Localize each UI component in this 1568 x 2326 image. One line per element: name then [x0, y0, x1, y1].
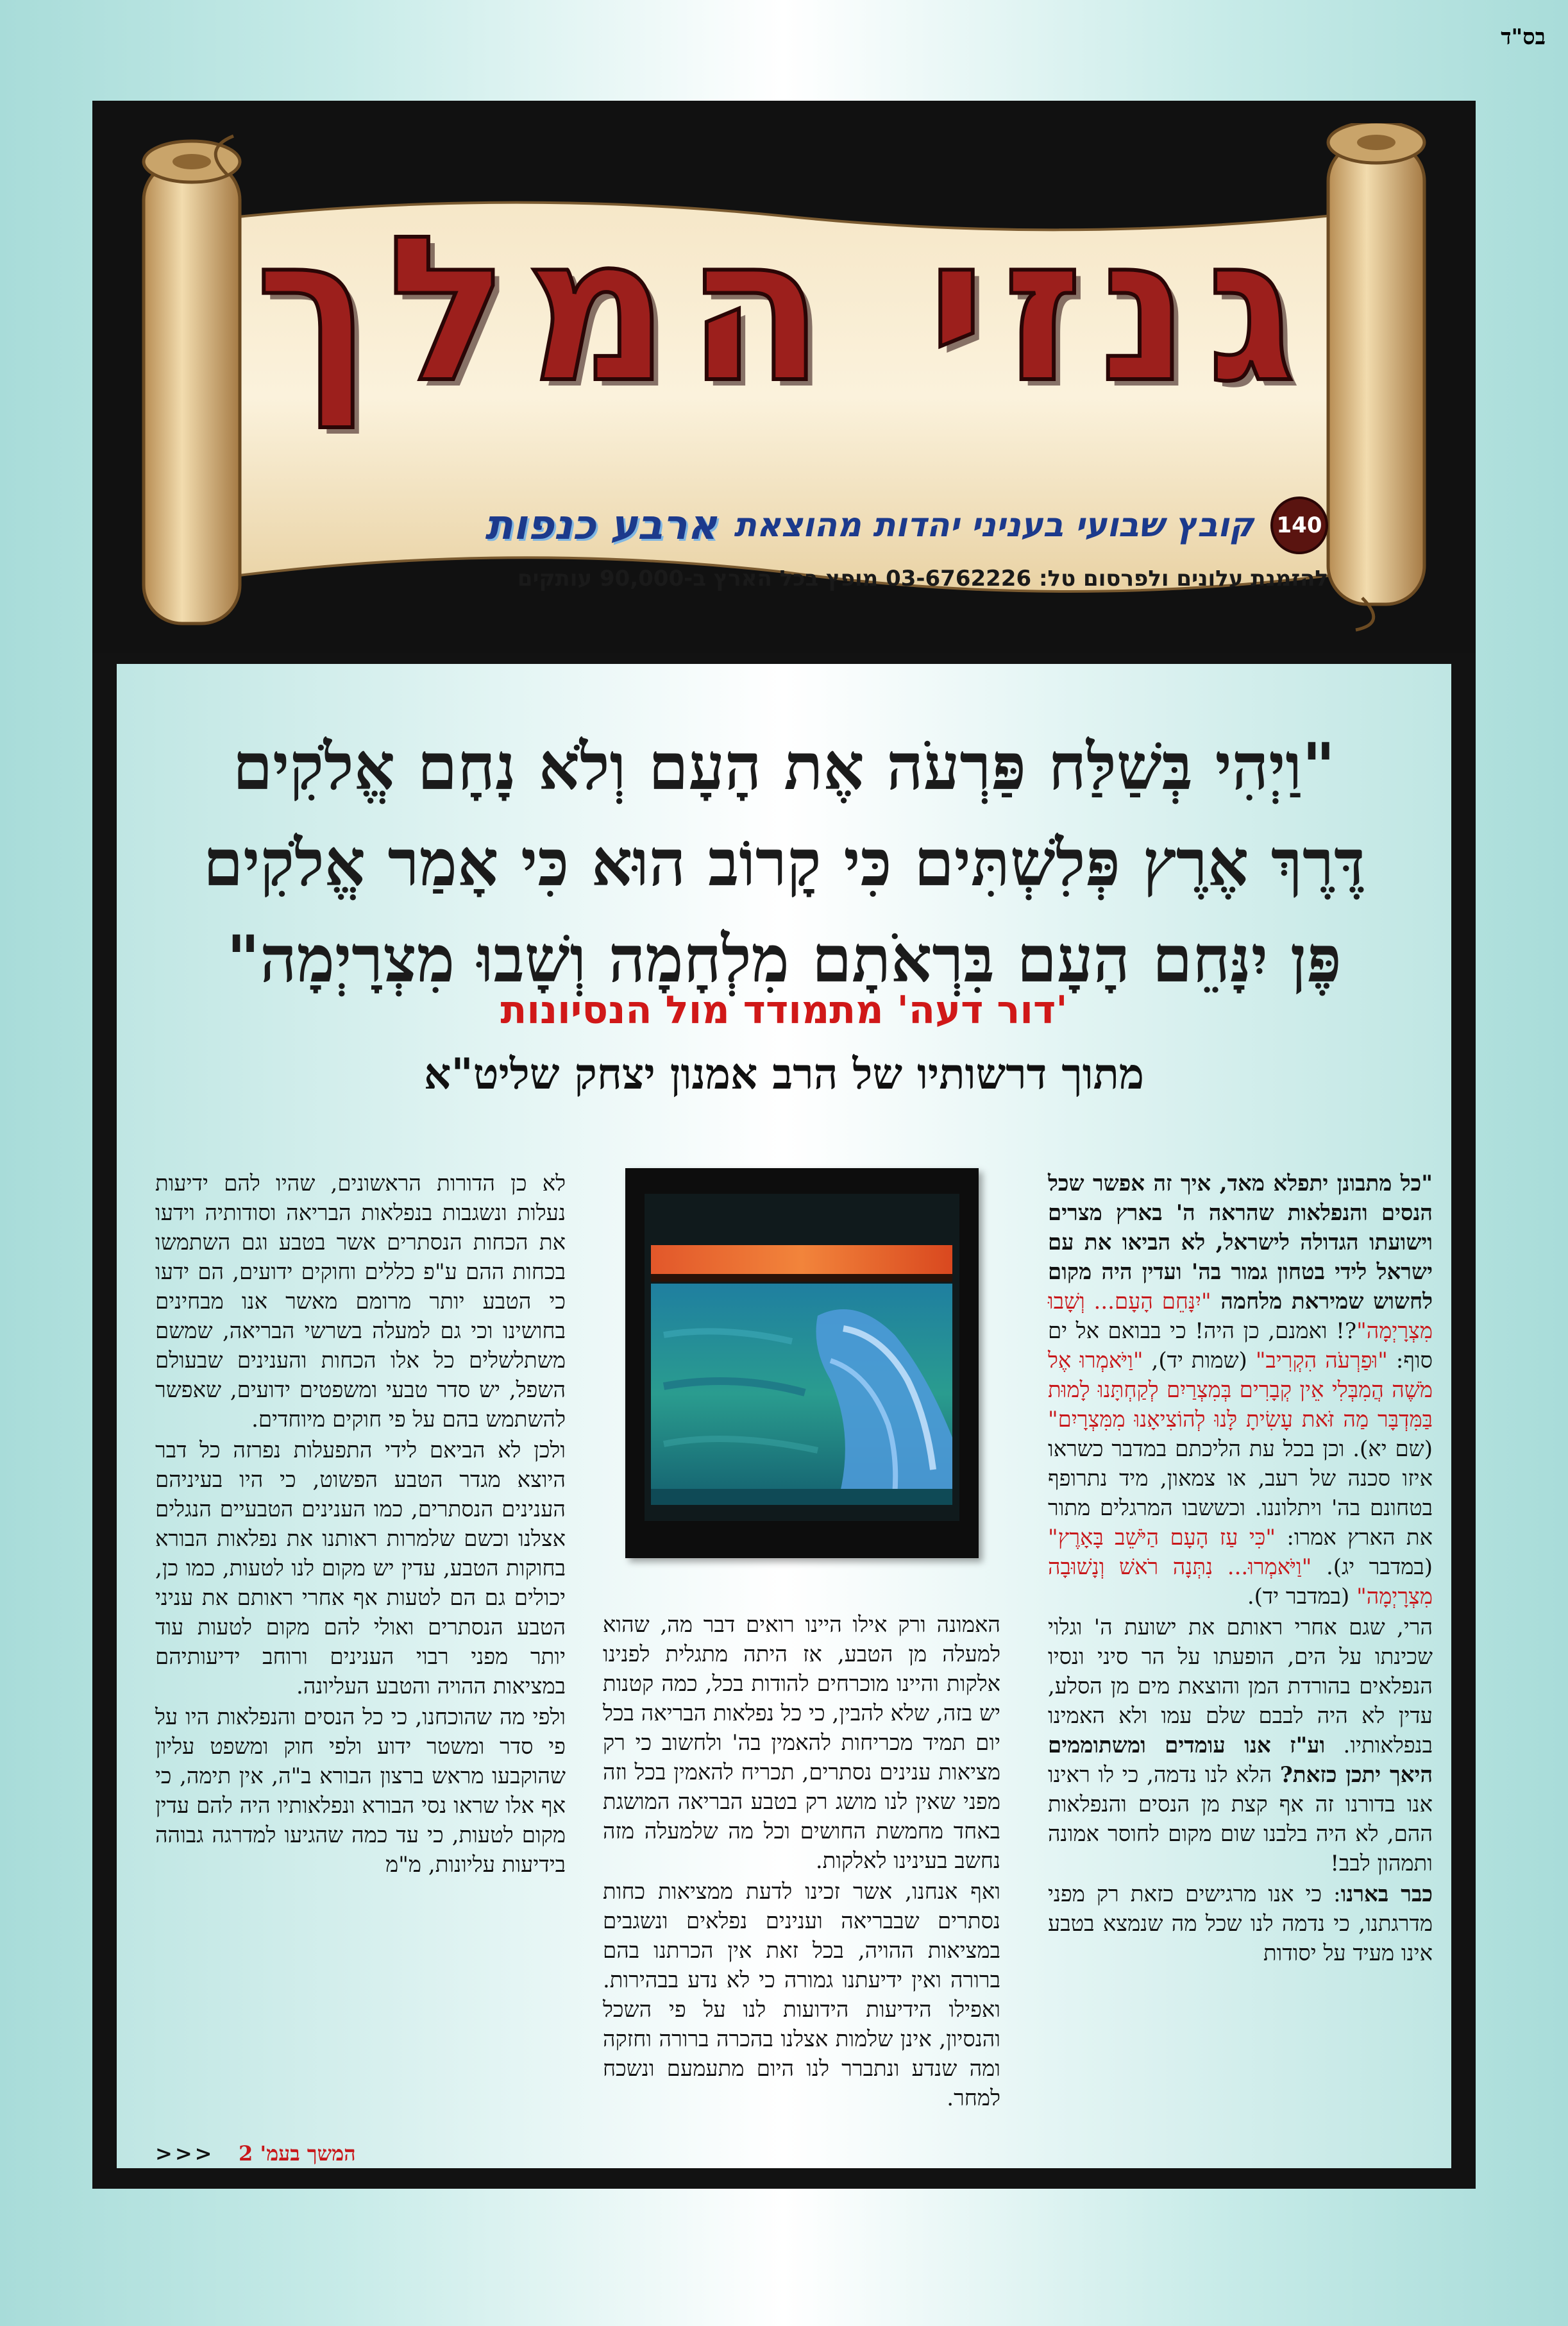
text-column-middle [603, 1610, 1000, 2114]
contact-line: להזמנת עלונים ולפרסום טל: 03-6762226 מופץ בכל הארץ ב-90,000 עותקים [517, 566, 1328, 591]
text-run: הלא לנו נדמה, כי לו ראינו אנו בדורנו זה אף קצת מן הנסים והנפלאות ההם, לא היה בלבנו שום מקום לחוסר אמונה ותמהון לבב! [1048, 1762, 1433, 1876]
publication-title: גנזי המלך [255, 193, 1313, 427]
text-run: (במדבר יד). [1247, 1584, 1357, 1609]
verse-line-3: פֶּן יִנָּחֵם הָעָם בִּרְאֹתָם מִלְחָמָה וְשָׁבוּ מִצְרָיְמָה" [226, 921, 1342, 997]
text-run: האמונה ורק אילו היינו רואים דבר מה, שהוא למעלה מן הטבע, אז היתה מתגלית לפנינו אלקות והיינו מוכרחים להודות בכל, כמה קטנות יש בזה, שלא להבין, כי כל נפלאות הבריאה בכל יום תמיד מכריחות להאמין בה' ולחשוב כי רק מציאות ענינים נסתרים, תכריח להאמין בכל וזה מפני שאין לנו מושג רק בטבע הבריאה המושגת באחד מחמשת החושים וכל מה שלמעלה מזה נחשב בעינינו לאלקות. [603, 1612, 1000, 1874]
quoted-verse: "יִנָּחֵם הָעָם... וְשָׁבוּ מִצְרָיְמָה" [1048, 1289, 1433, 1344]
text-run: "כל מתבונן יתפלא מאד, איך זה אפשר שכל הנסים והנפלאות שהראה ה' בארץ מצרים וישועתו הגדולה לישראל, לא הביאו את עם ישראל לידי בטחון גמור בה' ועדין היה מקום לחשוש שמיראת מלחמה [1048, 1171, 1433, 1314]
text-run: לא כן הדורות הראשונים, שהיו להם ידיעות נעלות ונשגבות בנפלאות הבריאה וסודותיה וידעו את הכחות הנסתרים אשר בטבע וגם השתמשו בכחות ההם ע"פ כללים וחוקים ידועים, הם ידעו כי הטבע יותר מרומם מאשר אנו מבחינים בחושינו וכי גם למעלה בשרשי הבריאה, שמשם משתלשלים כל אלו הכחות והענינים שבעולם השפל, יש סדר טבעי ומשפטים ידועים, שאפשר להשתמש בהם על פי חוקים מיוחדים. [155, 1171, 566, 1432]
paragraph [155, 1169, 566, 1434]
issue-number-badge: 140 [1270, 497, 1328, 554]
masthead-subtitle: קובץ שבועי בעניני יהדות מהוצאת [734, 506, 1254, 545]
text-run: : כי אנו מרגישים כזאת רק מפני מדרגתנו, כי נדמה לנו שכל מה שנמצא בטבע אינו מעיד על יסודות [1048, 1881, 1433, 1966]
continuation-arrows: <<< [155, 2141, 215, 2166]
paragraph [1048, 1169, 1433, 1611]
text-run: הרי, שגם אחרי ראותם את ישועת ה' וגלוי שכינתו על הים, הופעתו על הר סיני ונסיו הנפלאים בהורדת המן והוצאת מים מן הסלע, עדין לא היה לבבם שלם עמו ולא האמינו בנפלאותיו. [1048, 1615, 1433, 1758]
verse-line-2: דֶּרֶךְ אֶרֶץ פְּלִשְׁתִּים כִּי קָרוֹב הוּא כִּי אָמַר אֱלֹקִים [203, 825, 1365, 901]
continuation-label: המשך בעמ' 2 [239, 2141, 356, 2166]
paragraph [155, 1702, 566, 1880]
paragraph [603, 1877, 1000, 2113]
verse-line-1: "וַיְהִי בְּשַׁלַּח פַּרְעֹה אֶת הָעָם וְלֹא נָחָם אֱלֹקִים [232, 729, 1336, 804]
paragraph [155, 1436, 566, 1701]
paragraph [1048, 1613, 1433, 1878]
article-heading: 'דור דעה' מתמודד מול הנסיונות [500, 988, 1068, 1033]
content-panel [117, 664, 1451, 2168]
page-corner-mark: בס"ד [1501, 24, 1546, 50]
text-run: ?! ואמנם, כן היה! כי בבואם אל ים סוף: [1048, 1318, 1433, 1373]
quoted-verse: "כִּי עַז הָעָם הַיֹּשֵׁב בָּאָרֶץ" [1048, 1525, 1276, 1550]
text-column-right [1048, 1169, 1433, 1969]
continuation-note [155, 2141, 566, 2167]
parchment-scroll [118, 123, 1450, 636]
text-run: ולכן לא הביאם לידי התפעלות נפרזה כל דבר היוצא מגדר הטבע הפשוט, כי היו בעיניהם הענינים הנסתרים, כמו הענינים הטבעיים הנגלים אצלנו וכשם שלמרות ראותנו את נפלאות הבורא בחוקות הטבע, עדין יש מקום לנו לטעות, כמו כן, יכולים גם הם לטעות אף אחרי ראותם את עניני הטבע הנסתרים ואולי להם מקום לטעות עוד יותר מפני רבוי הענינים ורוחב ידיעותיהם במציאות ההויה והטבע העליונה. [155, 1438, 566, 1699]
masthead [92, 101, 1476, 653]
text-run: (שמות יד), [1143, 1348, 1256, 1373]
publisher-logo: ארבע כנפות [485, 502, 718, 549]
text-run: (שם יא). וכן בכל עת הליכתם במדבר כשראו איזו סכנה של רעב, או צמאון, מיד נתרופף בטחונם בה' ויתלוננו. וכששבו המרגלים מתור את הארץ אמרו: [1048, 1436, 1433, 1550]
text-run: ולפי מה שהוכחנו, כי כל הנסים והנפלאות היו על פי סדר ומשטר ידוע ולפי חוק ומשפט עליון שהוקבעו מראש ברצון הבורא ב"ה, אין תימה, כי אף אלו שראו נסי הבורא ונפלאותיו היה להם עדין מקום לטעות, כי עד כמה שהגיעו למדרגה גבוהה בידיעות עליונות, מ"מ [155, 1704, 566, 1878]
paragraph [1048, 1880, 1433, 1968]
masthead-subline [485, 497, 1328, 554]
quoted-verse: "וּפַרְעֹה הִקְרִיב" [1255, 1348, 1388, 1373]
verse-block [142, 718, 1426, 1007]
paragraph [603, 1610, 1000, 1876]
splitting-sea-painting [625, 1168, 979, 1558]
text-column-left [155, 1169, 566, 1881]
text-run: (במדבר יג). [1311, 1554, 1433, 1580]
text-run: ואף אנחנו, אשר זכינו לדעת ממציאות כחות נסתרים שבבריאה וענינים נפלאים ונשגבים במציאות ההויה, בכל זאת אין הכרתנו בהם ברורה ואין ידיעתנו גמורה כי לא נדע בבהירות. ואפילו הידיעות הידועות לנו על פי השכל והנסיון, אינן שלמות אצלנו בהכרה ברורה וחזקה ומה שנדע ונתברר לנו היום מתעמעם ונשכח למחר. [603, 1879, 1000, 2111]
text-run: כבר בארנו [1340, 1881, 1433, 1907]
quoted-verse: "וַיֹּאמְרוּ אֶל מֹשֶׁה הֲמִבְּלִי אֵין קְבָרִים בְּמִצְרַיִם לְקַחְתָּנוּ לָמוּת בַּמִּדְבָּר מַה זֹּאת עָשִׂיתָ לָּנוּ לְהוֹצִיאָנוּ מִמִּצְרָיִם" [1048, 1348, 1433, 1432]
quoted-verse: "וַיֹּאמְרוּ... נִתְּנָה רֹאשׁ וְנָשׁוּבָה מִצְרָיְמָה" [1048, 1554, 1433, 1609]
article-byline: מתוך דרשותיו של הרב אמנון יצחק שליט"א [423, 1049, 1145, 1099]
text-run: וע"ז אנו עומדים ומשתוממים היאך יתכן כזאת? [1048, 1733, 1433, 1788]
